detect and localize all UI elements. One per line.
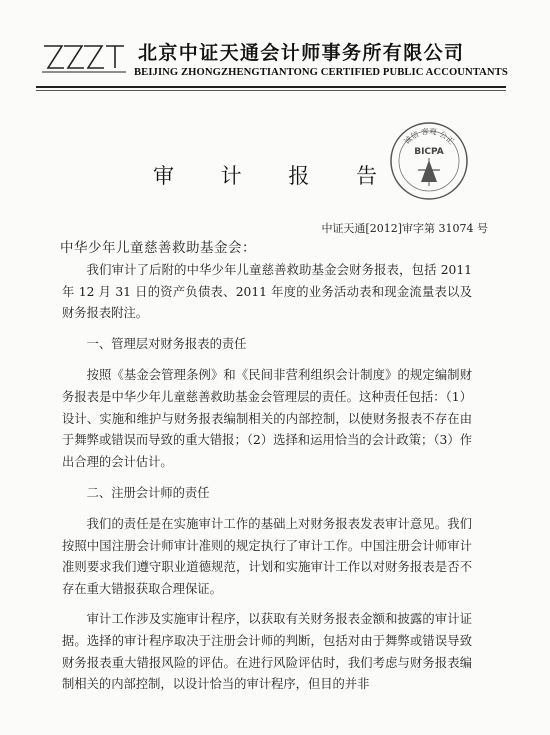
addressee: 中华少年儿童慈善救助基金会：: [60, 240, 256, 256]
company-name-en: BEIJING ZHONGZHENGTIANTONG CERTIFIED PUBLIC ACCOUNTANTS: [134, 67, 508, 78]
paragraph-management-responsibility: 按照《基金会管理条例》和《民间非营利组织会计制度》的规定编制财务报表是中华少年儿童慈善救助基金会管理层的责任。这种责任包括：（1）设计、实施和维护与财务报表编制相关的内部控制，以使财务报表不存在由于舞弊或错误而导致的重大错报；（2）选择和运用恰当的会计政策；（3）作出合理的会计估计。: [62, 367, 472, 470]
company-name-cn: 北京中证天通会计师事务所有限公司: [138, 42, 465, 64]
section-heading-cpa: 二、注册会计师的责任: [86, 485, 210, 500]
seal-center-text: BICPA: [414, 147, 444, 157]
paragraph-intro: 我们审计了后附的中华少年儿童慈善救助基金会财务报表，包括 2011 年 12 月 31 日的资产负债表、2011 年度的业务活动表和现金流量表以及财务报表附注。: [62, 262, 472, 321]
zztt-logo-icon: [40, 38, 130, 76]
header-divider-thin: [36, 90, 506, 91]
paragraph-audit-procedures: 审计工作涉及实施审计程序，以获取有关财务报表金额和披露的审计证据。选择的审计程序取决于注册会计师的判断，包括对由于舞弊或错误导致财务报表重大错报风险的评估。在进行风险评估时，我们考虑与财务报表编制相关的内部控制，以设计恰当的审计程序，但目的并非: [62, 611, 472, 692]
seal-top-text: 诚信 客观 公正: [402, 126, 456, 146]
report-body: [62, 238, 472, 696]
section-heading-management: 一、管理层对财务报表的责任: [86, 337, 247, 352]
report-title: 审 计 报 告: [152, 164, 398, 188]
bicpa-seal-icon: [388, 120, 470, 202]
header-divider: [36, 86, 506, 88]
report-number: 中证天通[2012]审字第 31074 号: [321, 222, 488, 235]
paragraph-cpa-responsibility: 我们的责任是在实施审计工作的基础上对财务报表发表审计意见。我们按照中国注册会计师审计准则的规定执行了审计工作。中国注册会计师审计准则要求我们遵守职业道德规范，计划和实施审计工作以对财务报表是否不存在重大错报获取合理保证。: [62, 516, 472, 597]
